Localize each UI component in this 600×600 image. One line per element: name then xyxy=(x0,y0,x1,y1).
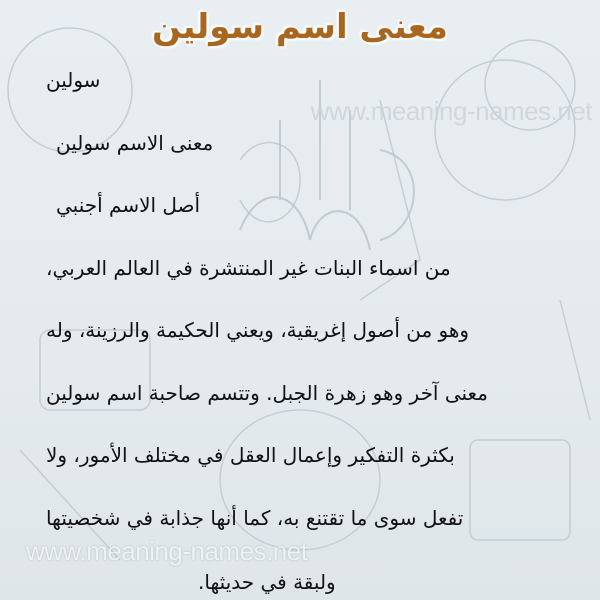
origin-line: أصل الاسم أجنبي xyxy=(56,193,201,217)
watermark-top: www.meaning-names.net xyxy=(310,96,592,126)
meaning-heading: معنى الاسم سولين xyxy=(56,131,214,155)
description-line: بكثرة التفكير وإعمال العقل في مختلف الأمور، ولا xyxy=(46,443,455,467)
watermark-bottom: www.meaning-names.net xyxy=(26,536,308,566)
name-line: سولين xyxy=(46,68,101,92)
description-line: معنى آخر وهو زهرة الجبل. وتتسم صاحبة اسم سولين xyxy=(46,381,488,405)
description-line: من اسماء البنات غير المنتشرة في العالم العربي، xyxy=(46,256,451,280)
description-line: وهو من أصول إغريقية، ويعني الحكيمة والرزينة، وله xyxy=(46,318,470,342)
page-title: معنى اسم سولين xyxy=(152,7,448,47)
description-line: تفعل سوى ما تقتنع به، كما أنها جذابة في شخصيتها xyxy=(46,506,464,530)
description-line: ولبقة في حديثها. xyxy=(198,570,336,594)
